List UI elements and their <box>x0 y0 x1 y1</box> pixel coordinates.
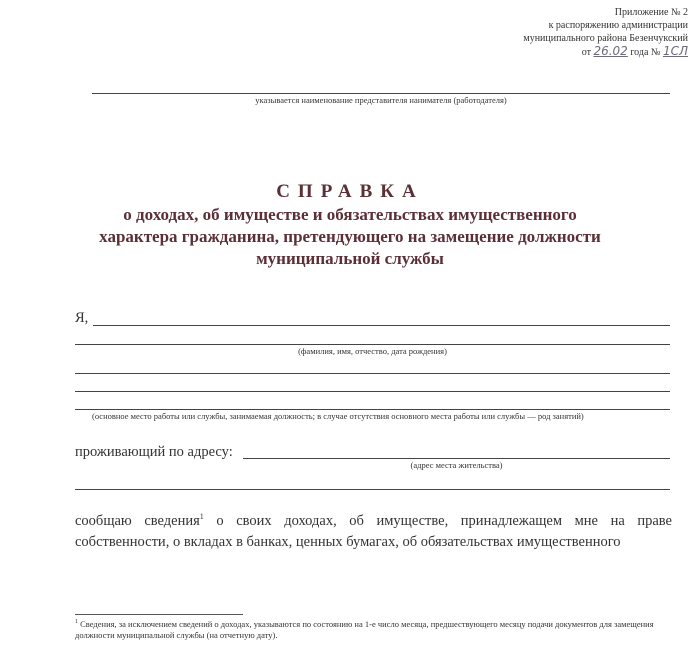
title-line-3: муниципальной службы <box>256 249 444 268</box>
paragraph-rest: о своих доходах, об имуществе, принадлежащем мне на праве собственности, о вкладах в банках, ценных бумагах, об обязательствах имущественного <box>75 512 672 550</box>
work-caption: (основное место работы или службы, занимаемая должность; в случае отсутствия основного места работы или службы — род занятий) <box>92 411 584 421</box>
name-line-1[interactable] <box>93 325 670 326</box>
ya-label: Я, <box>75 310 89 326</box>
employer-line[interactable] <box>92 93 670 94</box>
year-text: года № <box>630 47 661 58</box>
title-line-1: о доходах, об имуществе и обязательствах имущественного <box>123 205 577 224</box>
address-label: проживающий по адресу: <box>75 444 233 460</box>
appendix-date-row <box>523 45 688 59</box>
title-main: СПРАВКА <box>276 181 424 202</box>
paragraph-start: сообщаю сведения <box>75 512 200 529</box>
appendix-line-3: муниципального района Безенчукский <box>523 33 688 44</box>
work-line-3[interactable] <box>75 409 670 410</box>
declaration-paragraph <box>75 506 672 553</box>
handwritten-number: 1СЛ <box>662 44 688 58</box>
address-line-2[interactable] <box>75 489 670 490</box>
footnote-separator <box>75 614 243 615</box>
work-line-2[interactable] <box>75 391 670 392</box>
date-prefix: от <box>581 47 591 58</box>
appendix-line-1: Приложение № 2 <box>614 7 688 18</box>
address-caption: (адрес места жительства) <box>410 460 503 470</box>
footnote <box>75 617 680 641</box>
title-line-2: характера гражданина, претендующего на замещение должности <box>99 227 601 246</box>
appendix-header <box>523 6 688 59</box>
address-line-1[interactable] <box>243 458 670 459</box>
footnote-ref: 1 <box>199 512 204 521</box>
name-line-2[interactable] <box>75 344 670 345</box>
footnote-marker: 1 <box>75 619 78 625</box>
handwritten-date: 26.02 <box>593 44 628 58</box>
name-caption: (фамилия, имя, отчество, дата рождения) <box>298 346 447 356</box>
appendix-line-2: к распоряжению администрации <box>548 20 688 31</box>
footnote-text: Сведения, за исключением сведений о доходах, указываются по состоянию на 1-е число месяца, предшествующего месяцу подачи документов для замещения должности муниципальной службы (на отчетную дату). <box>75 618 654 640</box>
work-line-1[interactable] <box>75 373 670 374</box>
employer-caption: указывается наименование представителя нанимателя (работодателя) <box>255 95 507 105</box>
document-title <box>60 180 640 270</box>
